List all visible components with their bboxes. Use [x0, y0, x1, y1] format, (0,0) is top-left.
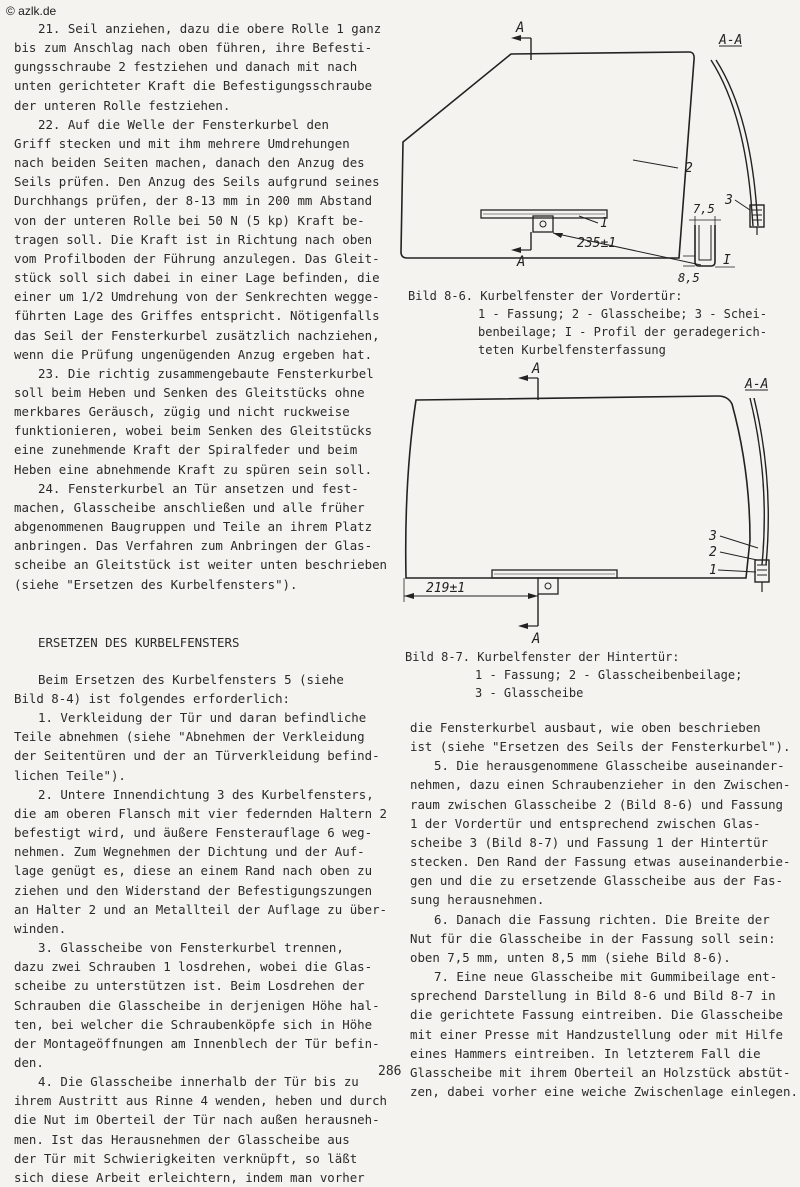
figure-8-7-diagram [400, 360, 798, 650]
text-line: Schrauben die Glasscheibe in derjenigen Höhe hal- [14, 997, 380, 1013]
fig1-profile-label: I [723, 253, 731, 268]
text-line: 6. Danach die Fassung richten. Die Breite der [434, 911, 770, 927]
text-line: Griff stecken und mit ihm mehrere Umdrehungen [14, 135, 350, 151]
text-line: sung herausnehmen. [410, 892, 545, 908]
text-line: gungsschraube 2 festziehen und danach mit nach [14, 59, 358, 75]
fig2-caption-line-3: 3 - Glasscheibe [475, 686, 584, 700]
fig1-section-top-label: A [516, 20, 525, 36]
text-line: 21. Seil anziehen, dazu die obere Rolle 1 ganz [38, 21, 382, 36]
text-line: Bild 8-4) ist folgendes erforderlich: [14, 691, 291, 706]
text-line: nehmen, dazu einen Schraubenzieher in den Zwischen- [410, 777, 791, 793]
fig1-view-label: A-A [719, 33, 743, 48]
text-line: die Nut im Oberteil der Tür nach außen herausneh- [14, 1112, 380, 1128]
text-line: scheibe an Gleitstück ist weiter unten beschrieben [14, 557, 387, 573]
text-line: Beim Ersetzen des Kurbelfensters 5 (siehe [38, 671, 344, 687]
text-line: abgenommenen Baugruppen und Teile an ihrem Platz [14, 519, 373, 535]
text-line: Nut für die Glasscheibe in der Fassung soll sein: [410, 930, 776, 946]
text-line: 5. Die herausgenommene Glasscheibe auseinander- [434, 758, 785, 774]
text-line: nach beiden Seiten machen, danach den Anzug des [14, 155, 365, 171]
text-line: an Halter 2 und an Metallteil der Auflage zu über- [14, 901, 387, 917]
text-line: bis zum Anschlag nach oben führen, ihre Befesti- [14, 40, 373, 56]
figure-8-6-caption [408, 287, 767, 359]
text-line: eine zunehmende Kraft der Spiralfeder und beim [14, 442, 358, 458]
fig1-caption-line-4: teten Kurbelfensterfassung [478, 343, 666, 357]
text-line: lage genügt es, diese an einem Rand nach oben zu [14, 863, 373, 879]
right-column [410, 718, 798, 1101]
fig1-label-1: 1 [600, 216, 608, 231]
text-line: 2. Untere Innendichtung 3 des Kurbelfensters, [38, 786, 374, 802]
text-line: 23. Die richtig zusammengebaute Fensterkurbel [38, 365, 374, 381]
text-line: 7. Eine neue Glasscheibe mit Gummibeilage ent- [434, 969, 778, 985]
text-line: befestigt wird, und äußere Fensterauflage 6 weg- [14, 825, 373, 841]
text-line: scheibe zu unterstützen ist. Beim Losdrehen der [14, 978, 365, 994]
text-line: winden. [14, 920, 67, 936]
left-text-part-1 [14, 19, 386, 594]
text-line: von der unteren Rolle bei 50 N (5 kp) Kraft be- [14, 212, 365, 228]
text-line: machen, Glasscheibe anschließen und alle früher [14, 499, 365, 515]
text-line: der Seitentüren und der an Türverkleidung befind- [14, 748, 380, 764]
text-line: merkbares Geräusch, zügig und nicht ruckweise [14, 404, 350, 420]
fig2-section-top-label: A [532, 361, 541, 377]
text-line: oben 7,5 mm, unten 8,5 mm (siehe Bild 8-6). [410, 949, 731, 965]
text-line: 24. Fensterkurbel an Tür ansetzen und fest- [38, 480, 359, 496]
fig2-caption-line-1: Bild 8-7. Kurbelfenster der Hintertür: [405, 650, 680, 664]
text-line: (siehe "Ersetzen des Kurbelfensters"). [14, 576, 298, 592]
text-line: sich diese Arbeit erleichtern, indem man vorher [14, 1169, 365, 1185]
fig2-view-label: A-A [745, 377, 769, 392]
text-line: lichen Teile"). [14, 767, 126, 783]
fig1-label-3: 3 [725, 193, 733, 208]
text-line: nehmen. Zum Wegnehmen der Dichtung und der Auf- [14, 844, 365, 860]
text-line: unten gerichteter Kraft die Befestigungsschraube [14, 78, 373, 94]
text-line: 1. Verkleidung der Tür und daran befindliche [38, 710, 367, 726]
text-line: sprechend Darstellung in Bild 8-6 und Bild 8-7 in [410, 988, 776, 1004]
text-line: das Seil der Fensterkurbel zusätzlich nachziehen, [14, 327, 380, 343]
text-line: ist (siehe "Ersetzen des Seils der Fensterkurbel"). [410, 739, 791, 755]
text-line: eines Hammers eintreiben. In letzterem Fall die [410, 1045, 761, 1061]
text-line: stück soll sich dabei in einer Lage befinden, die [14, 270, 380, 286]
text-line: funktionieren, wobei beim Senken des Gleitstücks [14, 423, 373, 439]
text-line: dazu zwei Schrauben 1 losdrehen, wobei die Glas- [14, 959, 373, 975]
fig2-label-3: 3 [709, 529, 717, 544]
text-line: vom Profilboden der Führung anzulegen. Das Gleit- [14, 250, 380, 266]
text-line: stecken. Den Rand der Fassung etwas auseinanderbie- [410, 854, 791, 870]
fig1-caption-line-1: Bild 8-6. Kurbelfenster der Vordertür: [408, 289, 683, 303]
left-text-part-2 [14, 670, 386, 1187]
text-line: ziehen und den Widerstand der Befestigungszungen [14, 882, 373, 898]
section-heading: ERSETZEN DES KURBELFENSTERS [38, 634, 240, 650]
text-line: raum zwischen Glasscheibe 2 (Bild 8-6) und Fassung [410, 796, 783, 812]
text-line: Teile abnehmen (siehe "Abnehmen der Verkleidung [14, 729, 365, 745]
left-column [14, 19, 386, 1187]
figure-8-7-caption [405, 648, 742, 702]
text-line: Glasscheibe mit ihrem Oberteil an Holzstück abstüt- [410, 1064, 791, 1080]
text-line: scheibe 3 (Bild 8-7) und Fassung 1 der Hintertür [410, 834, 769, 850]
text-line: zen, dabei vorher eine weiche Zwischenlage einlegen. [410, 1083, 798, 1099]
fig1-caption-line-2: 1 - Fassung; 2 - Glasscheibe; 3 - Schei- [478, 307, 767, 321]
fig1-dim-length: 235±1 [577, 236, 617, 251]
fig1-dim-bottom: 8,5 [678, 271, 700, 285]
text-line: gen und die zu ersetzende Glasscheibe aus der Fas- [410, 873, 783, 889]
text-line: 4. Die Glasscheibe innerhalb der Tür bis zu [38, 1074, 359, 1090]
text-line: tragen soll. Die Kraft ist in Richtung nach oben [14, 231, 373, 247]
fig2-label-1: 1 [709, 563, 717, 578]
text-line: 3. Glasscheibe von Fensterkurbel trennen, [38, 940, 344, 956]
text-line: 22. Auf die Welle der Fensterkurbel den [38, 116, 329, 132]
fig1-caption-line-3: benbeilage; I - Profil der geradegerich- [478, 325, 767, 339]
right-text [410, 718, 798, 1101]
text-line: die am oberen Flansch mit vier federnden Haltern 2 [14, 805, 387, 821]
text-line: ihrem Austritt aus Rinne 4 wenden, heben und durch [14, 1093, 387, 1109]
text-line: Heben eine abnehmende Kraft zu spüren sein soll. [14, 461, 373, 477]
text-line: wenn die Prüfung ungenügenden Anzug ergeben hat. [14, 346, 373, 362]
text-line: führten Lage des Griffes entspricht. Nötigenfalls [14, 308, 380, 324]
text-line: der unteren Rolle festziehen. [14, 97, 231, 113]
fig2-dim-length: 219±1 [426, 581, 466, 596]
text-line: mit einer Presse mit Handzustellung oder mit Hilfe [410, 1026, 783, 1042]
text-line: ten, bei welcher die Schraubenköpfe sich in Höhe [14, 1016, 373, 1032]
text-line: 1 der Vordertür und entsprechend zwischen Glas- [410, 815, 761, 831]
text-line: anbringen. Das Verfahren zum Anbringen der Glas- [14, 538, 373, 554]
fig1-label-2: 2 [685, 161, 693, 176]
fig2-caption-line-2: 1 - Fassung; 2 - Glasscheibenbeilage; [475, 668, 743, 682]
watermark: © azlk.de [6, 4, 57, 18]
text-line: die Fensterkurbel ausbaut, wie oben beschrieben [410, 720, 761, 735]
fig1-dim-top: 7,5 [693, 202, 715, 216]
text-line: den. [14, 1054, 44, 1070]
text-line: soll beim Heben und Senken des Gleitstücks ohne [14, 384, 365, 400]
text-line: die gerichtete Fassung eintreiben. Die Glasscheibe [410, 1007, 783, 1023]
text-line: Seils prüfen. Den Anzug des Seils aufgrund seines [14, 174, 380, 190]
fig2-section-bottom-label: A [532, 631, 541, 647]
text-line: einer um 1/2 Umdrehung von der Senkrechten wegge- [14, 289, 380, 305]
text-line: der Montageöffnungen am Innenblech der Tür befin- [14, 1035, 380, 1051]
fig1-section-bottom-label: A [517, 254, 526, 270]
figure-8-6-diagram [393, 20, 798, 285]
fig2-label-2: 2 [709, 545, 717, 560]
text-line: men. Ist das Herausnehmen der Glasscheibe aus [14, 1131, 350, 1147]
page-number: 286 [378, 1064, 402, 1079]
text-line: Durchhangs prüfen, der 8-13 mm in 200 mm Abstand [14, 193, 373, 209]
text-line: der Tür mit Schwierigkeiten verknüpft, so läßt [14, 1150, 358, 1166]
